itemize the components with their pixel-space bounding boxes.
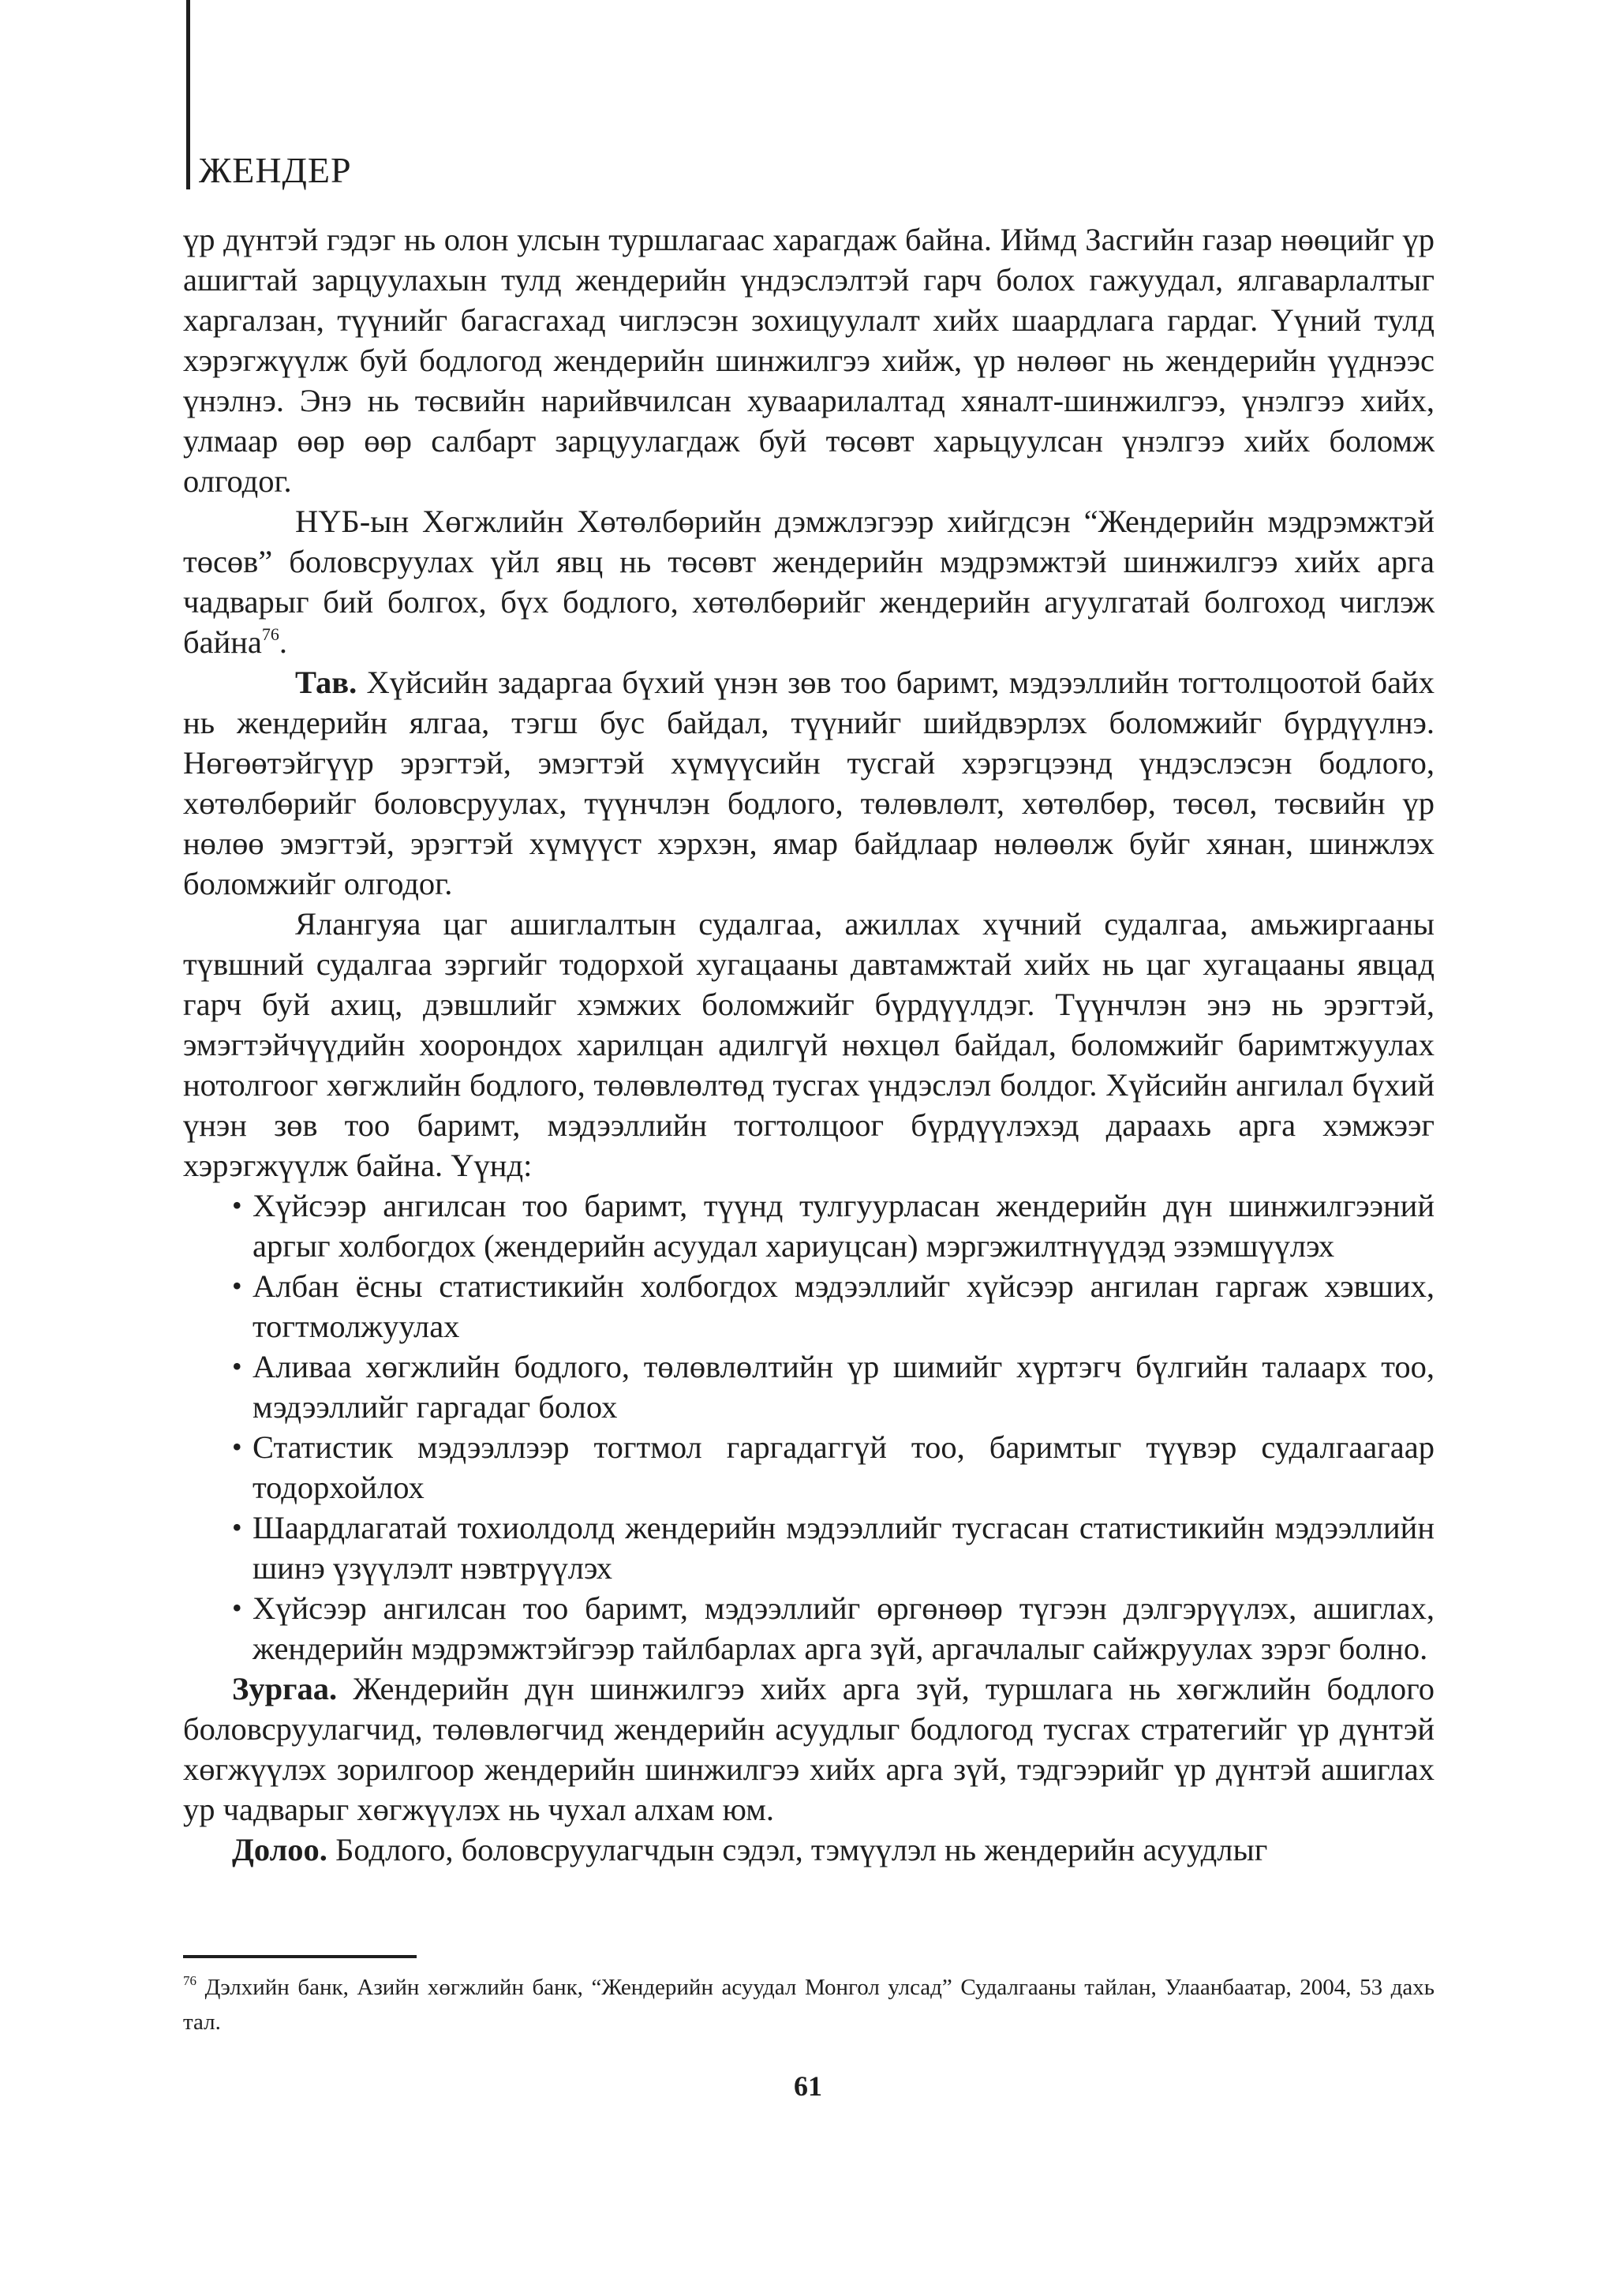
list-item <box>232 1508 1435 1588</box>
bullet-icon: • <box>232 1592 242 1624</box>
bullet-icon: • <box>232 1189 242 1221</box>
body-text <box>183 219 1435 1870</box>
list-item-text: Хүйсээр ангилсан тоо баримт, түүнд тулгуурласан жендерийн дүн шинжилгээний аргыг холбогдох (жендерийн асуудал хариуцсан) мэргэжилтнүүдэд эзэмшүүлэх <box>252 1188 1435 1264</box>
section-label-doloo: Долоо. <box>232 1832 327 1867</box>
measures-list <box>183 1185 1435 1669</box>
footnote-number: 76 <box>183 1973 196 1988</box>
list-item <box>232 1266 1435 1347</box>
paragraph-doloo-text: Бодлого, боловсруулагчдын сэдэл, тэмүүлэл нь жендерийн асуудлыг <box>335 1832 1268 1867</box>
footnote-reference[interactable]: 76 <box>261 624 279 644</box>
list-item-text: Статистик мэдээллээр тогтмол гаргадаггүй тоо, баримтыг түүвэр судалгаагаар тодорхойлох <box>252 1429 1435 1505</box>
paragraph-2-end: . <box>279 624 288 660</box>
paragraph-doloo <box>183 1830 1435 1870</box>
paragraph-1: үр дүнтэй гэдэг нь олон улсын туршлагаас харагдаж байна. Иймд Засгийн газар нөөцийг үр ашигтай зарцуулахын тулд жендерийн үндэслэлтэй гарч болох гажуудал, ялгаварлалтыг харгалзан, түүнийг багасгахад чиглэсэн зохицуулалт хийх шаардлага гардаг. Үүний тулд хэрэгжүүлж буй бодлогод жендерийн шинжилгээ хийж, үр нөлөөг нь жендерийн үүднээс үнэлнэ. Энэ нь төсвийн нарийвчилсан хуваарилалтад хяналт-шинжилгээ, үнэлгээ хийх, улмаар өөр өөр салбарт зарцуулагдаж буй төсөвт харьцуулсан үнэлгээ хийх боломж олгодог. <box>183 222 1435 499</box>
list-item-text: Хүйсээр ангилсан тоо баримт, мэдээллийг өргөнөөр түгээн дэлгэрүүлэх, ашиглах, жендерийн мэдрэмжтэйгээр тайлбарлах арга зүй, аргачлалыг сайжруулах зэрэг болно. <box>252 1590 1435 1666</box>
list-item <box>232 1347 1435 1427</box>
section-label-tav: Тав. <box>295 665 357 700</box>
bullet-icon: • <box>232 1511 242 1543</box>
list-item-text: Аливаа хөгжлийн бодлого, төлөвлөлтийн үр шимийг хүртэгч бүлгийн талаарх тоо, мэдээллийг гаргадаг болох <box>252 1349 1435 1425</box>
paragraph-zurgaa-text: Жендерийн дүн шинжилгээ хийх арга зүй, туршлага нь хөгжлийн бодлого боловсруулагчид, төлөвлөгчид жендерийн асуудлыг бодлогод тусгах стратегийг үр дүнтэй хөгжүүлэх зорилгоор жендерийн шинжилгээ хийх арга зүй, тэдгээрийг үр дүнтэй ашиглах ур чадварыг хөгжүүлэх нь чухал алхам юм. <box>183 1671 1435 1827</box>
paragraph-tav-text: Хүйсийн задаргаа бүхий үнэн зөв тоо баримт, мэдээллийн тогтолцоотой байх нь жендерийн ялгаа, тэгш бус байдал, түүнийг шийдвэрлэх боломжийг бүрдүүлнэ. Нөгөөтэйгүүр эрэгтэй, эмэгтэй хүмүүсийн тусгай хэрэгцээнд үндэслэсэн бодлого, хөтөлбөрийг боловсруулах, түүнчлэн бодлого, төлөвлөлт, хөтөлбөр, төсөл, төсвийн үр нөлөө эмэгтэй, эрэгтэй хүмүүст хэрхэн, ямар байдлаар нөлөөлж буйг хянан, шинжлэх боломжийг олгодог. <box>183 665 1435 901</box>
list-item <box>232 1185 1435 1266</box>
paragraph-2-text: НҮБ-ын Хөгжлийн Хөтөлбөрийн дэмжлэгээр хийгдсэн “Жендерийн мэдрэмжтэй төсөв” боловсруулах үйл явц нь төсөвт жендерийн мэдрэмжтэй шинжилгээ хийх арга чадварыг бий болгох, бүх бодлого, хөтөлбөрийг жендерийн агуулгатай болгоход чиглэж байна <box>183 504 1435 660</box>
list-item-text: Шаардлагатай тохиолдолд жендерийн мэдээллийг тусгасан статистикийн мэдээллийн шинэ үзүүлэлт нэвтрүүлэх <box>252 1510 1435 1586</box>
footnote <box>183 1970 1435 2039</box>
list-item <box>232 1588 1435 1669</box>
page-number: 61 <box>794 2070 822 2102</box>
bullet-icon: • <box>232 1270 242 1302</box>
running-header-title: ЖЕНДЕР <box>199 150 352 190</box>
header-vertical-rule <box>186 0 190 189</box>
bullet-icon: • <box>232 1350 242 1382</box>
paragraph-2 <box>183 501 1435 662</box>
section-label-zurgaa: Зургаа. <box>232 1671 338 1706</box>
list-item-text: Албан ёсны статистикийн холбогдох мэдээллийг хүйсээр ангилан гаргаж хэвших, тогтмолжуулах <box>252 1268 1435 1344</box>
list-item <box>232 1427 1435 1508</box>
paragraph-zurgaa <box>183 1669 1435 1830</box>
bullet-icon: • <box>232 1431 242 1463</box>
footnote-separator <box>183 1955 417 1958</box>
paragraph-tav <box>183 662 1435 904</box>
footnote-text: Дэлхийн банк, Азийн хөгжлийн банк, “Жендерийн асуудал Монгол улсад” Судалгааны тайлан, Улаанбаатар, 2004, 53 дахь тал. <box>183 1975 1435 2035</box>
paragraph-4: Ялангуяа цаг ашиглалтын судалгаа, ажиллах хүчний судалгаа, амьжиргааны түвшний судалгаа зэргийг тодорхой хугацааны давтамжтай хийх нь цаг хугацааны явцад гарч буй ахиц, дэвшлийг хэмжих боломжийг бүрдүүлдэг. Түүнчлэн энэ нь эрэгтэй, эмэгтэйчүүдийн хоорондох харилцан адилгүй нөхцөл байдал, боломжийг баримтжуулах нотолгоог хөгжлийн бодлого, төлөвлөлтөд тусгах үндэслэл болдог. Хүйсийн ангилал бүхий үнэн зөв тоо баримт, мэдээллийн тогтолцоог бүрдүүлэхэд дараахь арга хэмжээг хэрэгжүүлж байна. Үүнд: <box>183 906 1435 1183</box>
